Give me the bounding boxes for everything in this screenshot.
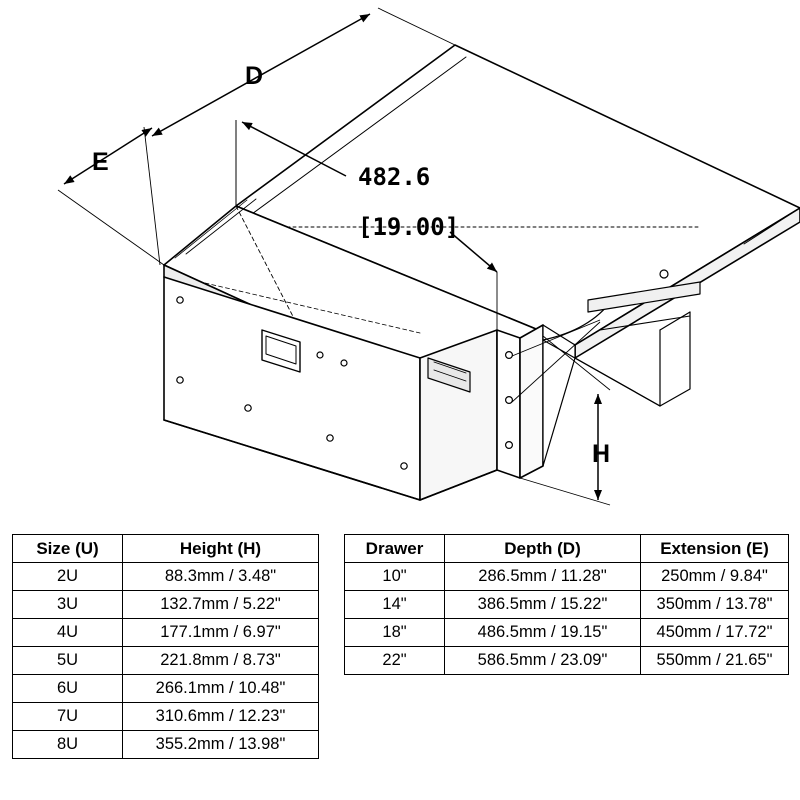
table-row	[13, 591, 319, 619]
dimension-label-extension: E	[92, 148, 109, 176]
cell-extension: 550mm / 21.65"	[641, 647, 789, 675]
cell-size: 2U	[13, 563, 123, 591]
cell-size: 4U	[13, 619, 123, 647]
table-header-row	[345, 535, 789, 563]
table-row	[345, 591, 789, 619]
dimension-label-width-inch: [19.00]	[358, 213, 460, 241]
table-row	[13, 731, 319, 759]
cell-height: 177.1mm / 6.97"	[123, 619, 319, 647]
dimension-label-width-mm: 482.6	[358, 163, 431, 191]
dimension-label-height: H	[592, 440, 611, 468]
cell-extension: 450mm / 17.72"	[641, 619, 789, 647]
cell-size: 7U	[13, 703, 123, 731]
cell-drawer: 10"	[345, 563, 445, 591]
cell-size: 3U	[13, 591, 123, 619]
table-header-row	[13, 535, 319, 563]
table-row	[13, 619, 319, 647]
cell-extension: 350mm / 13.78"	[641, 591, 789, 619]
cell-depth: 286.5mm / 11.28"	[445, 563, 641, 591]
cell-size: 8U	[13, 731, 123, 759]
cell-depth: 586.5mm / 23.09"	[445, 647, 641, 675]
cell-size: 6U	[13, 675, 123, 703]
column-header-extension: Extension (E)	[641, 535, 789, 563]
column-header-size: Size (U)	[13, 535, 123, 563]
table-row	[345, 619, 789, 647]
spec-tables	[0, 528, 800, 800]
table-row	[13, 647, 319, 675]
column-header-height: Height (H)	[123, 535, 319, 563]
cell-height: 132.7mm / 5.22"	[123, 591, 319, 619]
cell-drawer: 14"	[345, 591, 445, 619]
cell-depth: 486.5mm / 19.15"	[445, 619, 641, 647]
table-row	[345, 563, 789, 591]
table-row	[13, 675, 319, 703]
dimension-label-depth: D	[245, 62, 264, 90]
table-row	[345, 647, 789, 675]
size-height-table	[12, 534, 319, 759]
cell-drawer: 22"	[345, 647, 445, 675]
column-header-depth: Depth (D)	[445, 535, 641, 563]
cell-height: 88.3mm / 3.48"	[123, 563, 319, 591]
cell-size: 5U	[13, 647, 123, 675]
cell-drawer: 18"	[345, 619, 445, 647]
table-row	[13, 563, 319, 591]
cell-height: 221.8mm / 8.73"	[123, 647, 319, 675]
cell-height: 266.1mm / 10.48"	[123, 675, 319, 703]
drawer-depth-extension-table	[344, 534, 789, 675]
cell-height: 310.6mm / 12.23"	[123, 703, 319, 731]
cell-depth: 386.5mm / 15.22"	[445, 591, 641, 619]
table-row	[13, 703, 319, 731]
cell-height: 355.2mm / 13.98"	[123, 731, 319, 759]
cell-extension: 250mm / 9.84"	[641, 563, 789, 591]
column-header-drawer: Drawer	[345, 535, 445, 563]
